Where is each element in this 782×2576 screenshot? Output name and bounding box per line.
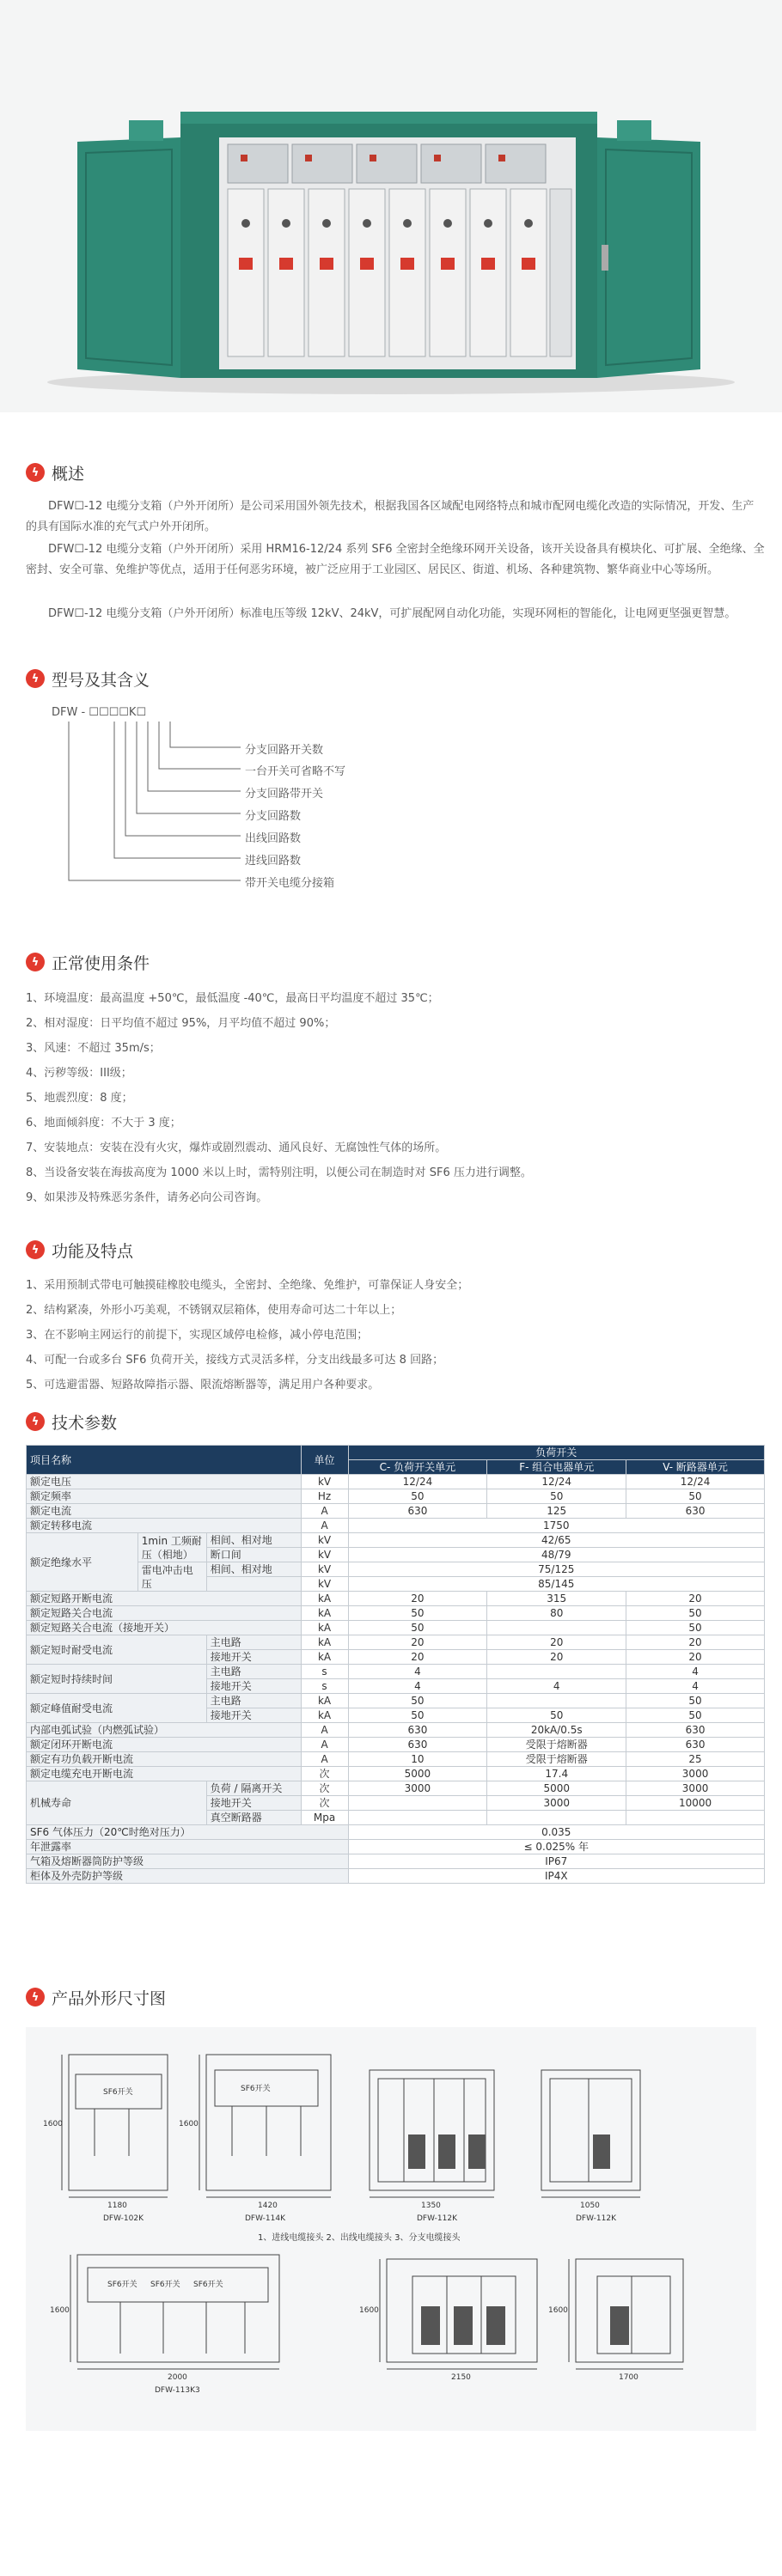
table-row: 接地开关 kA 20 20 20 [27,1650,765,1665]
head-item: 项目名称 [27,1446,302,1475]
overview-heading [26,460,84,485]
table-row: 气箱及熔断器筒防护等级 IP67 [27,1854,765,1869]
dim-height: 1600 [43,2120,63,2128]
table-row: 额定短路开断电流 kA 20 315 20 [27,1592,765,1606]
section-title: 正常使用条件 [52,953,150,973]
dim-width: 2000 [168,2373,187,2382]
section-title: 概述 [52,464,85,484]
head-c: C- 负荷开关单元 [348,1460,487,1475]
condition-item: 4、污秽等级：III级； [26,1067,132,1080]
model-item: 分支回路开关数 [245,744,324,757]
lightning-icon: ϟ [26,1412,45,1431]
features-heading [26,1237,133,1263]
condition-item: 1、环境温度：最高温度 +50℃，最低温度 -40℃，最高日平均温度不超过 35℃； [26,992,439,1005]
table-row: 断口间 kV 48/79 [27,1548,765,1562]
dim-width: 1050 [580,2201,600,2210]
table-row: 额定有功负载开断电流 A 10 受限于熔断器 25 [27,1752,765,1767]
table-row: 额定电缆充电开断电流 次 5000 17.4 3000 [27,1767,765,1781]
drawing-label: DFW-102K [103,2214,144,2223]
table-row: 额定闭环开断电流 A 630 受限于熔断器 630 [27,1738,765,1752]
spec-table [26,1445,765,1884]
overview-paragraph-2: DFW☐-12 电缆分支箱（户外开闭所）采用 HRM16-12/24 系列 SF6 全密封全绝缘环网开关设备，该开关设备具有模块化、可扩展、全绝缘、全密封、安全可靠、免维护等优点，适用于任何恶劣环境，被广泛应用于工业园区、居民区、街道、机场、各种建筑物、繁华商业中心等场所。 [26,543,765,576]
sf6-label: SF6开关 [107,2281,137,2289]
sf6-label: SF6开关 [241,2085,271,2093]
condition-item: 2、相对湿度：日平均值不超过 95%，月平均值不超过 90%； [26,1017,336,1030]
feature-item: 2、结构紧凑，外形小巧美观，不锈钢双层箱体，使用寿命可达二十年以上； [26,1304,402,1317]
sf6-label: SF6开关 [193,2281,223,2289]
drawing-label: DFW-114K [245,2214,285,2223]
drawing-label: DFW-112K [576,2214,616,2223]
head-v: V- 断路器单元 [626,1460,765,1475]
sf6-label: SF6开关 [103,2088,133,2097]
drawing-label: DFW-113K3 [155,2386,200,2395]
dim-height: 1600 [359,2306,379,2315]
table-row: 柜体及外壳防护等级 IP4X [27,1869,765,1884]
table-row: 内部电弧试验（内燃弧试验） A 630 20kA/0.5s 630 [27,1723,765,1738]
dim-width: 1180 [107,2201,127,2210]
lightning-icon: ϟ [26,463,45,482]
feature-item: 4、可配一台或多台 SF6 负荷开关，接线方式灵活多样，分支出线最多可达 8 回路； [26,1354,444,1367]
table-row: 接地开关 kA 50 50 50 [27,1708,765,1723]
table-row: 额定短时耐受电流 主电路 kA 20 20 20 [27,1635,765,1650]
dim-height: 1600 [50,2306,70,2315]
condition-item: 7、安装地点：安装在没有火灾，爆炸或剧烈震动、通风良好、无腐蚀性气体的场所。 [26,1142,447,1154]
section-title: 功能及特点 [52,1241,134,1261]
dim-height: 1600 [548,2306,568,2315]
table-row: 额定短路关合电流（接地开关） kA 50 50 [27,1621,765,1635]
dim-width: 1350 [421,2201,441,2210]
dim-width: 1420 [258,2201,278,2210]
table-row: 接地开关 次 3000 10000 [27,1796,765,1811]
model-item: 分支回路数 [245,810,302,823]
table-row: 真空断路器 Mpa [27,1811,765,1825]
table-row: 额定频率 Hz 50 50 50 [27,1489,765,1504]
table-row: SF6 气体压力（20℃时绝对压力） 0.035 [27,1825,765,1840]
model-diagram [52,722,241,902]
table-row: 雷电冲击电压 相间、相对地 kV 75/125 [27,1562,765,1577]
model-item: 带开关电缆分接箱 [245,877,335,890]
model-code: DFW - ☐☐☐☐K☐ [52,706,147,719]
table-row: 额定电压 kV 12/24 12/24 12/24 [27,1475,765,1489]
condition-item: 3、风速：不超过 35m/s； [26,1042,161,1055]
condition-item: 5、地震烈度：8 度； [26,1092,133,1105]
lightning-icon: ϟ [26,953,45,971]
model-item: 一台开关可省略不写 [245,765,346,778]
dimensions-heading [26,1984,166,2010]
table-row: 额定短时持续时间 主电路 s 4 4 [27,1665,765,1679]
conditions-heading [26,949,150,975]
condition-item: 9、如果涉及特殊恶劣条件，请务必向公司咨询。 [26,1191,268,1204]
model-heading [26,666,150,691]
overview-paragraph-3: DFW☐-12 电缆分支箱（户外开闭所）标准电压等级 12kV、24kV，可扩展配网自动化功能，实现环网柜的智能化，让电网更坚强更智慧。 [48,607,736,620]
condition-item: 6、地面倾斜度：不大于 3 度； [26,1117,181,1130]
model-item: 出线回路数 [245,832,302,845]
head-group: 负荷开关 [348,1446,764,1460]
dimension-legend: 1、进线电缆接头 2、出线电缆接头 3、分支电缆接头 [258,2233,461,2243]
table-row: 额定峰值耐受电流 主电路 kA 50 50 [27,1694,765,1708]
specs-heading [26,1409,117,1434]
model-item: 进线回路数 [245,855,302,868]
table-row: 年泄露率 ≤ 0.025% 年 [27,1840,765,1854]
dim-width: 1700 [619,2373,638,2382]
table-row: kV 85/145 [27,1577,765,1592]
table-row: 额定电流 A 630 125 630 [27,1504,765,1519]
dimension-drawings [26,2027,756,2431]
feature-item: 5、可选避雷器、短路故障指示器、限流熔断器等，满足用户各种要求。 [26,1379,380,1392]
lightning-icon: ϟ [26,1240,45,1259]
dim-width: 2150 [451,2373,471,2382]
lightning-icon: ϟ [26,1988,45,2007]
head-f: F- 组合电器单元 [487,1460,626,1475]
drawing-label: DFW-112K [417,2214,457,2223]
section-title: 产品外形尺寸图 [52,1988,167,2008]
table-row: 额定绝缘水平 1min 工频耐压（相地） 相间、相对地 kV 42/65 [27,1533,765,1548]
table-row: 机械寿命 负荷 / 隔离开关 次 3000 5000 3000 [27,1781,765,1796]
section-title: 技术参数 [52,1413,118,1433]
model-item: 分支回路带开关 [245,788,324,801]
table-row: 额定转移电流 A 1750 [27,1519,765,1533]
lightning-icon: ϟ [26,669,45,688]
table-row: 额定短路关合电流 kA 50 80 50 [27,1606,765,1621]
feature-item: 3、在不影响主网运行的前提下，实现区域停电检修，减小停电范围； [26,1329,369,1342]
table-row: 接地开关 s 4 4 4 [27,1679,765,1694]
product-photo [0,0,782,412]
sf6-label: SF6开关 [150,2281,180,2289]
head-unit: 单位 [301,1446,348,1475]
section-title: 型号及其含义 [52,670,150,690]
dim-height: 1600 [179,2120,199,2128]
feature-item: 1、采用预制式带电可触摸硅橡胶电缆头，全密封、全绝缘、免维护，可靠保证人身安全； [26,1279,469,1292]
condition-item: 8、当设备安装在海拔高度为 1000 米以上时，需特别注明，以便公司在制造时对 SF6 压力进行调整。 [26,1166,532,1179]
overview-paragraph-1: DFW☐-12 电缆分支箱（户外开闭所）是公司采用国外领先技术，根据我国各区域配电网络特点和城市配网电缆化改造的实际情况，开发、生产的具有国际水准的充气式户外开闭所。 [26,500,755,533]
